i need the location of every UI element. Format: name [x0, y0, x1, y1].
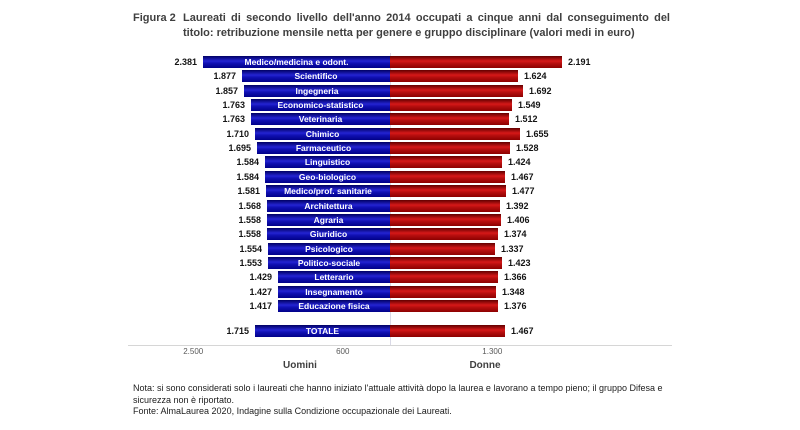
chart-row — [128, 214, 672, 226]
chart-row — [128, 185, 672, 197]
chart-row — [128, 200, 672, 212]
women-value-label: 2.191 — [568, 57, 591, 67]
men-value-label: 1.558 — [238, 214, 261, 225]
chart-row — [128, 99, 672, 111]
women-bar — [390, 56, 562, 68]
men-bar — [266, 185, 390, 197]
chart-row — [128, 70, 672, 82]
women-value-label: 1.376 — [504, 300, 527, 311]
category-label: TOTALE — [305, 326, 340, 336]
chart-row — [128, 228, 672, 240]
men-bar — [278, 300, 390, 312]
men-value-label: 2.381 — [174, 57, 197, 67]
figure-title-text: Laureati di secondo livello dell'anno 2014 occupati a cinque anni dal conseguimento del titolo: retribuzione mensile netta per genere e gruppo disciplinare (valori medi in euro) — [183, 12, 670, 39]
women-value-label: 1.549 — [518, 100, 541, 111]
men-bar — [255, 325, 390, 337]
category-label: Scientifico — [294, 71, 338, 82]
chart-row — [128, 286, 672, 298]
men-value-label: 1.763 — [222, 100, 245, 111]
men-value-label: 1.715 — [226, 326, 249, 336]
men-bar — [257, 142, 390, 154]
chart-row — [128, 156, 672, 168]
footnote — [133, 383, 678, 418]
plot-area — [128, 53, 672, 371]
women-value-label: 1.424 — [508, 157, 531, 168]
women-bar — [390, 300, 498, 312]
chart-row — [128, 85, 672, 97]
category-label: Agraria — [313, 214, 344, 225]
women-bar — [390, 85, 523, 97]
women-value-label: 1.467 — [511, 326, 534, 336]
category-label: Insegnamento — [305, 286, 363, 297]
men-value-label: 1.568 — [238, 200, 261, 211]
women-value-label: 1.348 — [502, 286, 525, 297]
men-value-label: 1.695 — [228, 143, 251, 154]
men-value-label: 1.857 — [215, 85, 238, 96]
men-value-label: 1.558 — [238, 229, 261, 240]
axis-label-donne: Donne — [469, 360, 501, 371]
women-value-label: 1.366 — [504, 272, 527, 283]
category-label: Educazione fisica — [298, 300, 370, 311]
women-bar — [390, 70, 518, 82]
category-label: Giuridico — [309, 229, 348, 240]
category-label: Economico-statistico — [277, 100, 364, 111]
axis-tick-label: 600 — [336, 347, 350, 356]
women-bar — [390, 156, 502, 168]
footnote-nota: Nota: si sono considerati solo i laureati che hanno iniziato l'attuale attività dopo la laurea e lavorano a tempo pieno; il gruppo Difesa e sicurezza non è riportato. — [133, 383, 663, 405]
men-bar — [267, 214, 390, 226]
women-value-label: 1.467 — [511, 171, 534, 182]
category-label: Politico-sociale — [297, 257, 361, 268]
women-value-label: 1.374 — [504, 229, 527, 240]
men-value-label: 1.417 — [249, 300, 272, 311]
category-label: Chimico — [305, 128, 340, 139]
category-label: Ingegneria — [295, 85, 339, 96]
men-bar — [268, 243, 390, 255]
chart-row — [128, 171, 672, 183]
category-label: Linguistico — [304, 157, 351, 168]
women-bar — [390, 325, 505, 337]
women-value-label: 1.655 — [526, 128, 549, 139]
women-value-label: 1.337 — [501, 243, 524, 254]
chart-row — [128, 113, 672, 125]
men-bar — [265, 156, 390, 168]
women-value-label: 1.477 — [512, 186, 535, 197]
men-bar — [203, 56, 390, 68]
chart-row — [128, 271, 672, 283]
category-label: Geo-biologico — [298, 171, 357, 182]
category-label: Medico/prof. sanitarie — [284, 186, 372, 197]
women-value-label: 1.624 — [524, 71, 547, 82]
category-label: Medico/medicina e odont. — [244, 57, 349, 67]
men-value-label: 1.710 — [226, 128, 249, 139]
chart-row — [128, 128, 672, 140]
women-bar — [390, 286, 496, 298]
women-value-label: 1.406 — [507, 214, 530, 225]
women-value-label: 1.528 — [516, 143, 539, 154]
women-bar — [390, 200, 500, 212]
women-bar — [390, 243, 495, 255]
figure-number-label: Figura 2 — [133, 12, 176, 24]
axis-label-uomini: Uomini — [283, 360, 317, 371]
men-bar — [268, 257, 390, 269]
category-label: Veterinaria — [298, 114, 343, 125]
chart-row — [128, 257, 672, 269]
men-value-label: 1.584 — [236, 171, 259, 182]
chart-row — [128, 300, 672, 312]
chart-row — [128, 142, 672, 154]
men-bar — [251, 99, 390, 111]
men-bar — [244, 85, 390, 97]
women-value-label: 1.392 — [506, 200, 529, 211]
men-value-label: 1.584 — [236, 157, 259, 168]
men-value-label: 1.553 — [239, 257, 262, 268]
men-bar — [267, 200, 390, 212]
axis-tick-label: 1.300 — [482, 347, 503, 356]
men-bar — [242, 70, 390, 82]
men-bar — [278, 286, 390, 298]
men-value-label: 1.427 — [249, 286, 272, 297]
men-bar — [251, 113, 390, 125]
women-bar — [390, 142, 510, 154]
men-value-label: 1.429 — [249, 272, 272, 283]
figure-title — [133, 11, 670, 41]
category-label: Farmaceutico — [295, 143, 352, 154]
men-bar — [265, 171, 390, 183]
men-value-label: 1.554 — [239, 243, 262, 254]
women-bar — [390, 128, 520, 140]
men-value-label: 1.763 — [222, 114, 245, 125]
category-label: Letterario — [314, 272, 354, 283]
women-bar — [390, 99, 512, 111]
chart-row — [128, 243, 672, 255]
men-value-label: 1.581 — [237, 186, 260, 197]
women-bar — [390, 113, 509, 125]
women-bar — [390, 271, 498, 283]
footnote-fonte: Fonte: AlmaLaurea 2020, Indagine sulla Condizione occupazionale dei Laureati. — [133, 406, 452, 416]
men-bar — [267, 228, 390, 240]
men-bar — [278, 271, 390, 283]
category-label: Psicologico — [305, 243, 353, 254]
women-bar — [390, 228, 498, 240]
men-bar — [255, 128, 390, 140]
category-label: Architettura — [304, 200, 353, 211]
women-value-label: 1.423 — [508, 257, 531, 268]
men-value-label: 1.877 — [213, 71, 236, 82]
women-value-label: 1.692 — [529, 85, 552, 96]
women-bar — [390, 185, 506, 197]
women-bar — [390, 171, 505, 183]
women-bar — [390, 214, 501, 226]
chart-row — [128, 325, 672, 337]
women-bar — [390, 257, 502, 269]
chart-row — [128, 56, 672, 68]
women-value-label: 1.512 — [515, 114, 538, 125]
axis-tick-label: 2.500 — [183, 347, 204, 356]
